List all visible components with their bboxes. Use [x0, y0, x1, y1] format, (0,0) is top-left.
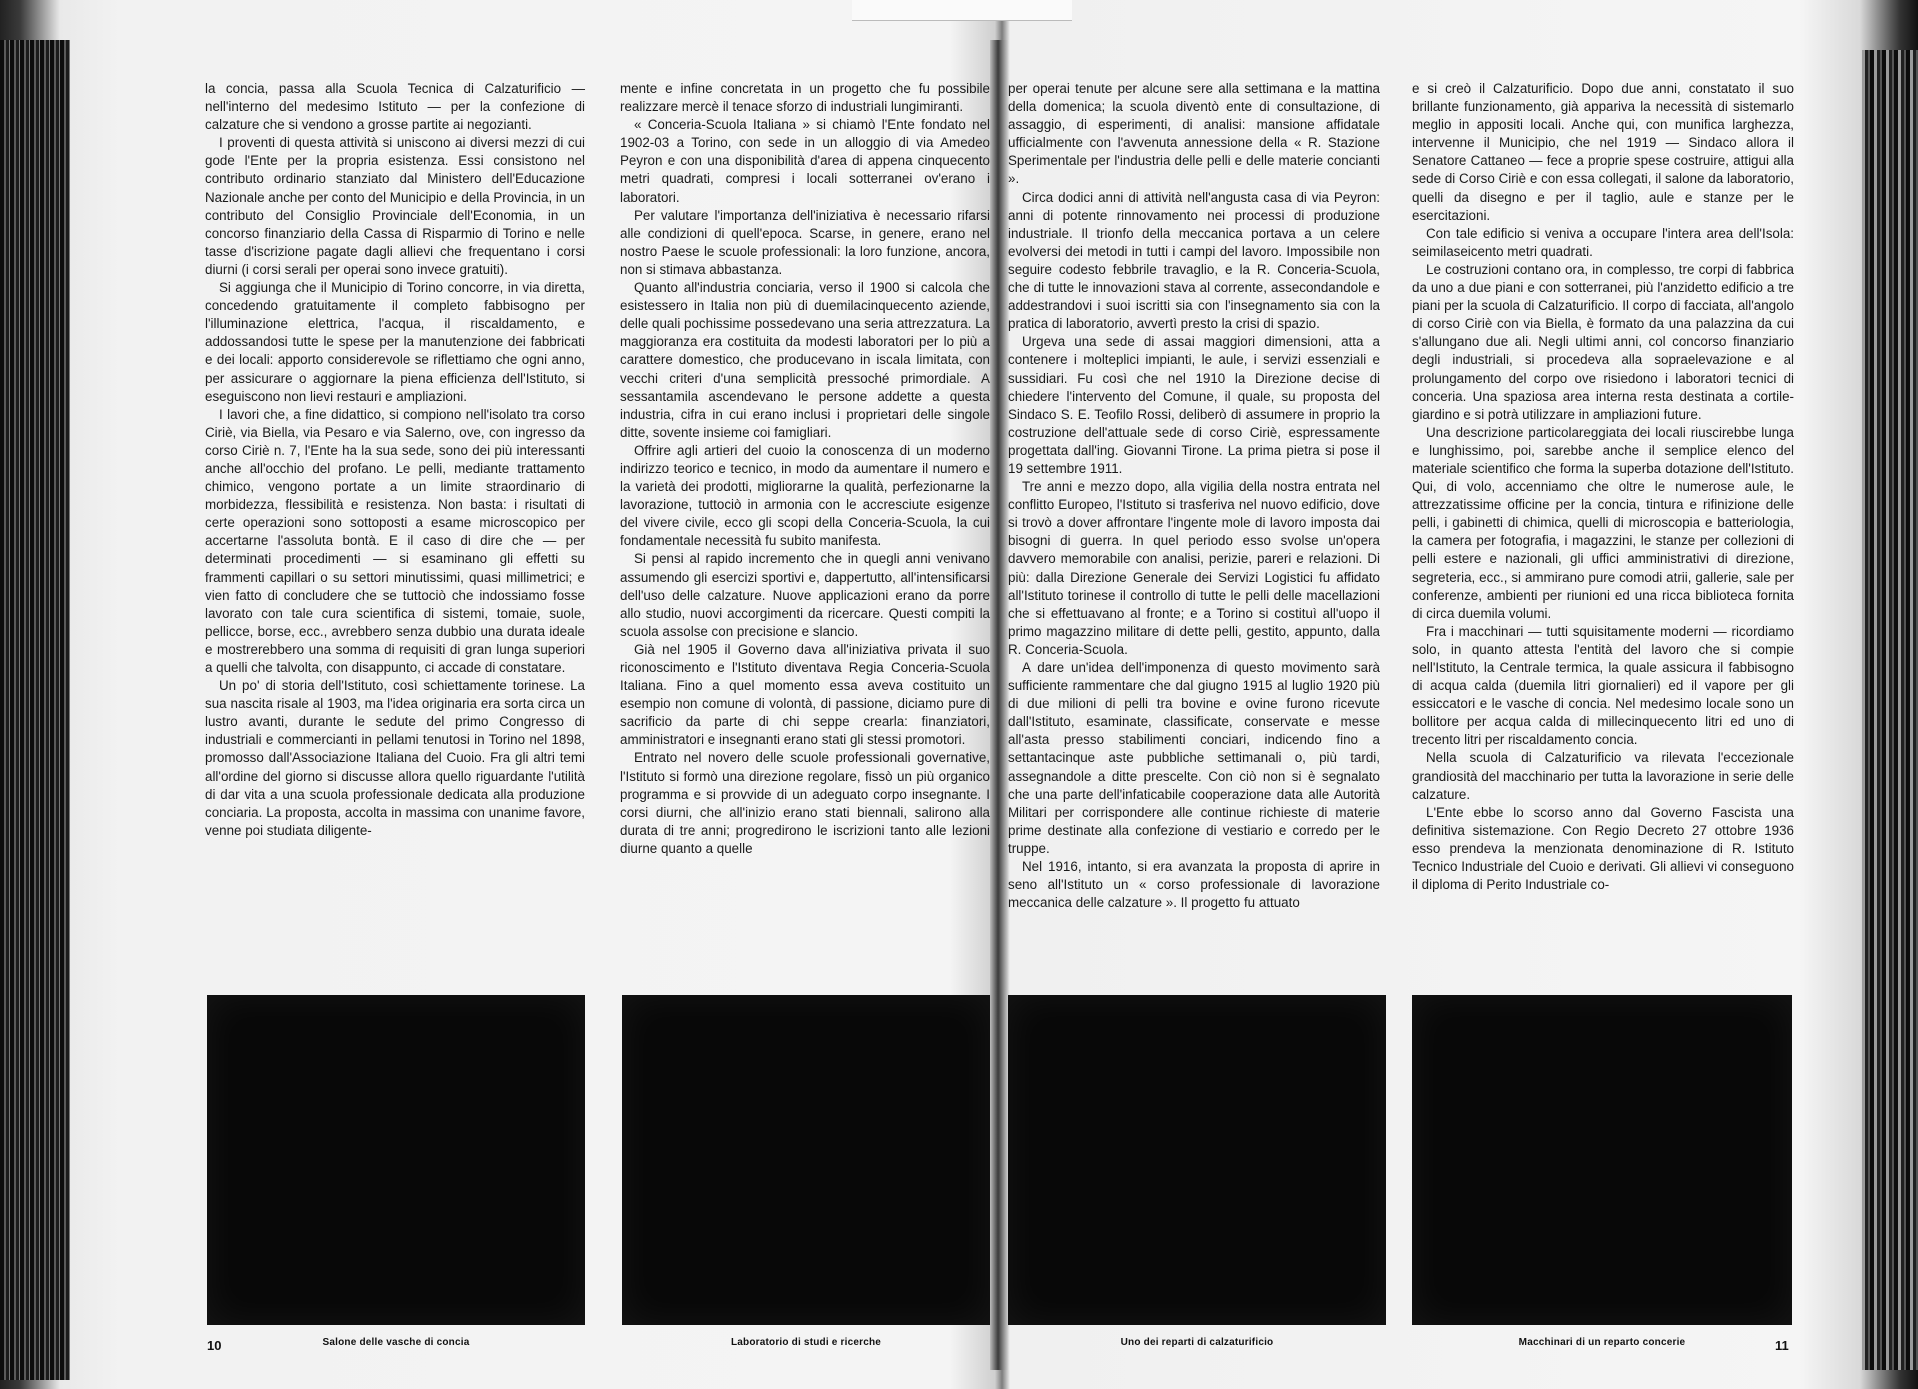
paragraph: Con tale edificio si veniva a occupare l'intera area dell'Isola: seimilaseicento metri quadrati.	[1412, 225, 1794, 259]
paragraph: Nel 1916, intanto, si era avanzata la proposta di aprire in seno all'Istituto un « corso professionale di lavorazione meccanica delle calzature ». Il progetto fu attuato	[1008, 859, 1380, 911]
paragraph: I proventi di questa attività si uniscono ai diversi mezzi di cui gode l'Ente per la propria esistenza. Essi consistono nel contributo ordinario stanziato dal Ministero dell'Educazione Nazionale anche per conto del Municipio e della Provincia, in un contributo del Consiglio Provinciale dell'Economia, in un concorso finanziario della Cassa di Risparmio di Torino e nelle tasse d'iscrizione pagate dagli allievi che frequentano i corsi diurni (i corsi serali per operai sono invece gratuiti).	[205, 135, 585, 277]
paragraph: Circa dodici anni di attività nell'angusta casa di via Peyron: anni di potente rinnovamento nei processi di produzione industriale. Il trionfo della meccanica portava a un celere evolversi dei metodi in tutti i campi del lavoro. Impossibile non seguire codesto febbrile travaglio, e la R. Conceria-Scuola, che di tutte le innovazioni stava al corrente, assecondandole e addestrandovi i suoi iscritti sia con l'insegnamento sia con la pratica di laboratorio, avvertì presto la crisi di spazio.	[1008, 189, 1380, 332]
photo-caption: Macchinari di un reparto concerie	[1518, 1337, 1686, 1348]
paragraph: Già nel 1905 il Governo dava all'iniziativa privata il suo riconoscimento e l'Istituto diventava Regia Conceria-Scuola Italiana. Fino a quel momento essa aveva costituito un esempio non comune di volontà, di passione, diciamo pure di sacrificio da parte di chi seppe crearla: finanziatori, amministratori e insegnanti erano stati gli stessi promotori.	[620, 641, 990, 748]
paragraph: Nella scuola di Calzaturificio va rilevata l'eccezionale grandiosità del macchinario per tutta la lavorazione in serie delle calzature.	[1412, 750, 1794, 802]
book-gutter	[990, 40, 1008, 1370]
text-column-1	[205, 80, 585, 840]
page-number-left: 10	[207, 1338, 222, 1353]
paragraph: per operai tenute per alcune sere alla settimana e la mattina della domenica; la scuola diventò ente di consultazione, di assaggio, di esperimenti, di analisi: mansione affidatale ufficialmente con l'avvenuta annessione della « R. Stazione Sperimentale per l'industria delle pelli e delle materie concianti ».	[1008, 81, 1380, 187]
text-column-4	[1412, 80, 1794, 894]
paragraph: Un po' di storia dell'Istituto, così schiettamente torinese. La sua nascita risale al 1903, ma l'idea originaria era sorta circa un lustro avanti, durante le sedute del primo Congresso di industriali e commercianti in pellami tenutosi in Torino nel 1898, promosso dall'Associazione Italiana del Cuoio. Fra gli altri temi all'ordine del giorno si discusse allora quello riguardante l'utilità di dar vita a una scuola professionale dedicata alla produzione conciaria. La proposta, accolta in massima con unanime favore, venne poi studiata diligente-	[205, 678, 585, 838]
paragraph: Urgeva una sede di assai maggiori dimensioni, atta a contenere i molteplici impianti, le aule, i servizi essenziali e sussidiari. Fu così che nel 1910 la Direzione decise di chiedere l'intervento del Comune, il quale, su proposta del Sindaco S. E. Teofilo Rossi, deliberò di assumere in proprio la costruzione dell'attuale sede di corso Ciriè, espressamente progettata dall'ing. Giovanni Tirone. La prima pietra si pose il 19 settembre 1911.	[1008, 334, 1380, 476]
photo-research-laboratory	[622, 995, 990, 1325]
page-number-right: 11	[1775, 1338, 1789, 1353]
photo-caption: Salone delle vasche di concia	[322, 1337, 470, 1348]
paragraph: Tre anni e mezzo dopo, alla vigilia della nostra entrata nel conflitto Europeo, l'Istituto si trasferiva nel nuovo edificio, dove si trovò a dover affrontare l'ingente mole di lavoro imposta dai bisogni di guerra. In quel periodo esso svolse un'opera davvero memorabile con analisi, perizie, pareri e relazioni. Di più: dalla Direzione Generale dei Servizi Logistici fu affidato all'Istituto torinese il controllo di tutte le pelli delle macellazioni che si effettuavano al fronte; e a Torino si costituì all'uopo il primo magazzino militare di dette pelli, gestito, appunto, dalla R. Conceria-Scuola.	[1008, 479, 1380, 657]
photo-caption: Laboratorio di studi e ricerche	[730, 1337, 882, 1348]
paragraph: Fra i macchinari — tutti squisitamente moderni — ricordiamo solo, in quanto attesta l'entità del lavoro che si compie nell'Istituto, la Centrale termica, la quale assicura il fabbisogno di acqua calda (duemila litri giornalieri) ed il vapore per gli essiccatori e le vasche di concia. Nel medesimo locale sono un bollitore per acqua calda di millecinquecento litri ed uno di trecento litri per riscaldamento concia.	[1412, 623, 1794, 748]
paragraph: A dare un'idea dell'imponenza di questo movimento sarà sufficiente rammentare che dal giugno 1915 al luglio 1920 più di due milioni di pelli tra bovine e ovine furono ricevute dall'Istituto, esaminate, classificate, conservate e messe all'asta presso stabilimenti conciari, indicendo fino a settantacinque aste pubbliche settimanali o, più tardi, assegnandole a ditte prescelte. Con ciò non si è segnalato che una parte dell'infaticabile cooperazione data alle Autorità Militari per corrispondere alle continue richieste di materie prime destinate alla confezione di vestiario e corredo per le truppe.	[1008, 660, 1380, 856]
paragraph: I lavori che, a fine didattico, si compiono nell'isolato tra corso Ciriè, via Biella, via Pesaro e via Salerno, ove, con ingresso da corso Ciriè n. 7, l'Ente ha la sua sede, sono dei più interessanti anche all'occhio del profano. Le pelli, mediante trattamento chimico, vengono portate a un limite straordinario di morbidezza, flessibilità e resistenza. Non basta: i risultati di certe operazioni sono sottoposti a esame microscopico per accertarne l'assoluta bontà. E il caso di dire che — per determinati procedimenti — si esaminano gli effetti su frammenti capillari o su settori minutissimi, quasi millimetrici; e vien fatto di concludere che se tuttociò che indossiamo fosse lavorato con tale cura scientifica di sistemi, tomaie, suole, pellicce, borse, ecc., avrebbero senza dubbio una durata ideale e mostrerebbero una somma di requisiti di gran lunga superiori a quelli che talvolta, con disappunto, ci accade di constatare.	[205, 406, 585, 675]
paragraph: Quanto all'industria conciaria, verso il 1900 si calcola che esistessero in Italia non più di duemilacinquecento aziende, delle quali pochissime possedevano una seria attrezzatura. La maggioranza era costituita da modesti laboratori per lo più a carattere domestico, che producevano in iscala limitata, con vecchi criteri d'una semplicità pressoché primordiale. A sessantamila ascendevano le persone addette a questa industria, cifra in cui erano inclusi i proprietari delle singole ditte, sovente insieme coi famigliari.	[620, 280, 990, 440]
paragraph: e si creò il Calzaturificio. Dopo due anni, constatato il suo brillante funzionamento, già appariva la necessità di sistemarlo meglio in appositi locali. Anche qui, con munifica larghezza, intervenne il Municipio, che nel 1919 — Sindaco allora il Senatore Cattaneo — fece a proprie spese costruire, attigui alla sede di Corso Ciriè e con essa collegati, il salone da laboratorio, quelli da disegno e per il taglio, aule e stanze per le esercitazioni.	[1412, 81, 1794, 223]
paragraph: mente e infine concretata in un progetto che fu possibile realizzare mercè il tenace sforzo di industriali lungimiranti.	[620, 81, 990, 115]
photo-tannery-machinery	[1412, 995, 1792, 1325]
paragraph: Per valutare l'importanza dell'iniziativa è necessario rifarsi alle condizioni di quell'epoca. Scarse, in genere, erano nel nostro Paese le scuole professionali: la loro funzione, ancora, non si stimava abbastanza.	[620, 207, 990, 277]
paragraph: Si pensi al rapido incremento che in quegli anni venivano assumendo gli esercizi sportivi e, dappertutto, all'intensificarsi dell'uso delle calzature. Nuove applicazioni erano da porre allo studio, nuovi accorgimenti da ricercare. Questi compiti la scuola assolse con precisione e slancio.	[620, 551, 990, 639]
left-page-edges	[0, 40, 70, 1380]
paragraph: L'Ente ebbe lo scorso anno dal Governo Fascista una definitiva sistemazione. Con Regio Decreto 27 ottobre 1936 esso prendeva la menzionata denominazione di R. Istituto Tecnico Industriale del Cuoio e derivati. Gli allievi vi conseguono il diploma di Perito Industriale co-	[1412, 804, 1794, 893]
paragraph: Una descrizione particolareggiata dei locali riuscirebbe lunga e lunghissimo, poi, sarebbe anche il semplice elenco del materiale scientifico che forma la superba dotazione dell'Istituto. Qui, di volo, accenniamo che oltre le numerose aule, le attrezzatissime officine per la concia, tintura e rifinizione delle pelli, i gabinetti di chimica, quelli di microscopia e batteriologia, la camera per fotografia, i magazzini, le stanze per collezioni di pelli estere e nazionali, gli uffici amministrativi di direzione, segreteria, ecc., si ammirano pure comodi atrii, gallerie, sale per conferenze, ambienti per riunioni ed una ricca biblioteca fornita di circa duemila volumi.	[1412, 424, 1794, 621]
paragraph: la concia, passa alla Scuola Tecnica di Calzaturificio — nell'interno del medesimo Istituto — per la confezione di calzature che si vendono a grosse partite ai negozianti.	[205, 81, 585, 133]
text-column-2	[620, 80, 990, 858]
paragraph: Le costruzioni contano ora, in complesso, tre corpi di fabbrica da uno a due piani e con sotterranei, più l'anzidetto edificio a tre piani per la scuola di Calzaturificio. Il corpo di facciata, all'angolo di corso Ciriè con via Biella, è formato da una palazzina da cui s'allungano due ali. Negli ultimi anni, col concorso finanziario degli industriali, si procedeva alla sopraelevazione e al prolungamento del corpo ove risiedono i laboratori tecnici di conceria. Una spaziosa area interna resta destinata a cortile-giardino e si potrà utilizzare in ampliazioni future.	[1412, 261, 1794, 422]
paragraph: Si aggiunga che il Municipio di Torino concorre, in via diretta, concedendo gratuitamente il completo fabbisogno per l'illuminazione elettrica, l'acqua, il riscaldamento, e addossandosi tutte le spese per la manutenzione dei fabbricati e dei locali: apporto considerevole se riflettiamo che ogni anno, per assicurare o aggiornare la piena efficienza dell'Istituto, si eseguiscono non lievi restauri e ampliazioni.	[205, 280, 585, 404]
paragraph: Entrato nel novero delle scuole professionali governative, l'Istituto si formò una direzione regolare, fissò un più organico programma e si provvide di un adeguato corpo insegnante. I corsi diurni, che all'inizio erano stati biennali, salirono alla durata di tre anni; progredirono le iscrizioni tanto alle lezioni diurne quanto a quelle	[620, 750, 990, 856]
right-page-edges	[1862, 50, 1918, 1370]
photo-caption: Uno dei reparti di calzaturificio	[1120, 1337, 1274, 1348]
paragraph: « Conceria-Scuola Italiana » si chiamò l'Ente fondato nel 1902-03 a Torino, con sede in un alloggio di via Amedeo Peyron e con una disponibilità d'area di appena cinquecento metri quadrati, compresi i locali sotterranei ov'erano i laboratori.	[620, 117, 990, 205]
text-column-3	[1008, 80, 1380, 912]
top-paper-mark	[852, 0, 1072, 21]
photo-shoe-factory-department	[1008, 995, 1386, 1325]
photo-tanning-vats	[207, 995, 585, 1325]
paragraph: Offrire agli artieri del cuoio la conoscenza di un moderno indirizzo teorico e tecnico, in modo da aumentare il numero e la varietà dei prodotti, migliorarne la qualità, perfezionarne la lavorazione, tuttociò in armonia con le accresciute esigenze del vivere civile, ecco gli scopi della Conceria-Scuola, la cui fondamentale necessità fu subito manifesta.	[620, 442, 990, 549]
